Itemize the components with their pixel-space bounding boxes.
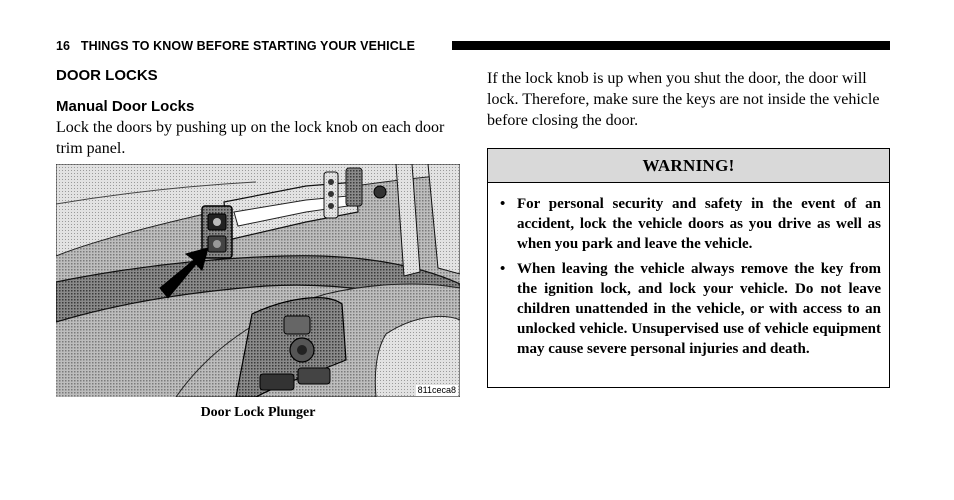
right-column — [487, 68, 891, 131]
warning-item — [500, 194, 881, 254]
door-lock-drawing — [56, 164, 460, 397]
page-header — [56, 38, 890, 54]
intro-paragraph: Lock the doors by pushing up on the lock knob on each door trim panel. — [56, 119, 445, 157]
lock-knob-paragraph: If the lock knob is up when you shut the door, the door will lock. Therefore, make sure the keys are not inside the vehicle before closing the door. — [487, 70, 880, 129]
figure-code: 811ceca8 — [417, 385, 456, 395]
warning-item — [500, 259, 881, 359]
warning-item-text: For personal security and safety in the event of an accident, lock the vehicle doors as you drive as well as when you park and leave the vehicle. — [517, 196, 881, 252]
warning-item-text: When leaving the vehicle always remove the key from the ignition lock, and lock your vehicle. Do not leave children unattended in the vehicle, or with access to an unlocked vehicle. Unsupervised use of vehicle equipment may cause severe personal injuries and death. — [517, 261, 881, 357]
bullet-icon: • — [500, 196, 506, 212]
header-text — [56, 38, 415, 54]
left-column — [56, 66, 460, 159]
warning-heading: WARNING! — [488, 149, 889, 183]
warning-box — [487, 148, 890, 388]
warning-list — [488, 183, 889, 359]
figure-caption: Door Lock Plunger — [200, 405, 316, 420]
page-number: 16 — [56, 39, 71, 53]
door-lock-illustration — [56, 164, 460, 397]
section-title: DOOR LOCKS — [56, 67, 158, 84]
header-rule — [452, 41, 890, 50]
subsection-title: Manual Door Locks — [56, 98, 195, 115]
running-title: THINGS TO KNOW BEFORE STARTING YOUR VEHICLE — [80, 39, 416, 53]
bullet-icon: • — [500, 261, 506, 277]
